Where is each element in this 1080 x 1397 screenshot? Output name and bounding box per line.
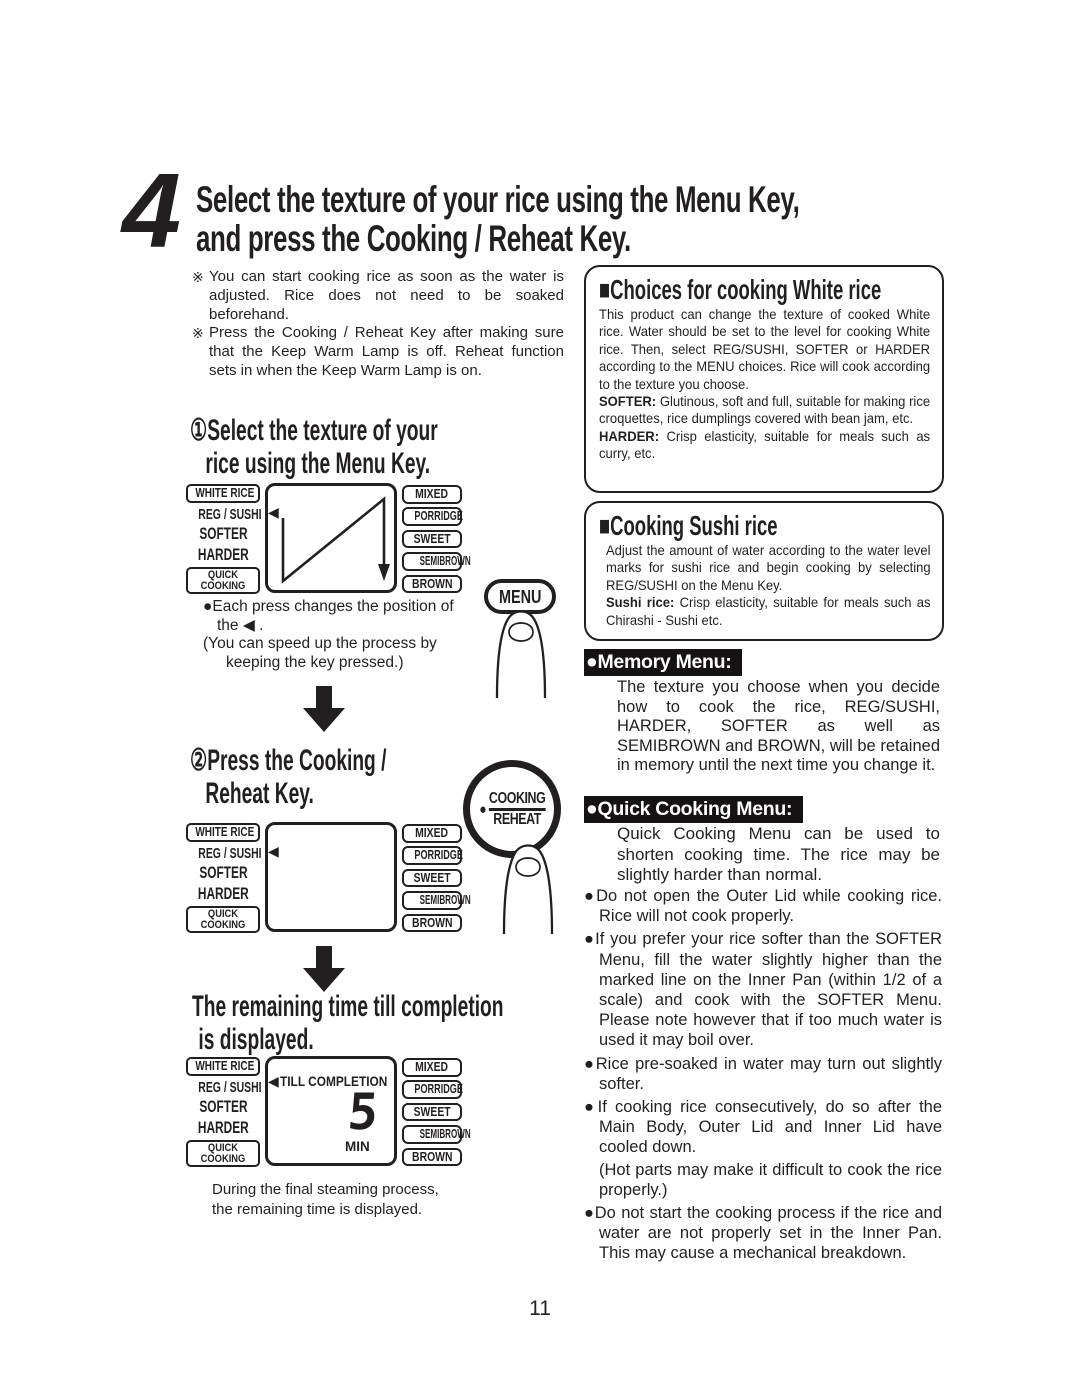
label-softer: SOFTER: [198, 525, 248, 543]
label-sweet: SWEET: [402, 869, 462, 888]
bullet-item: ●Do not open the Outer Lid while cooking rice. Rice will not cook properly.: [584, 887, 943, 926]
notes-list: [192, 268, 564, 381]
label-harder: HARDER: [197, 545, 249, 564]
step1-note-line-4: keeping the key pressed.): [226, 653, 404, 671]
menu-key-button: MENU: [484, 579, 556, 614]
step2-heading-line-2: Reheat Key.: [205, 777, 314, 810]
white-rice-box-title: ■Choices for cooking White rice: [599, 274, 882, 305]
page-title: [196, 180, 799, 258]
page-title-line-1: Select the texture of your rice using the Menu Key,: [196, 179, 800, 220]
step1-heading-line-2: rice using the Menu Key.: [205, 447, 431, 480]
display-panel-2: [186, 822, 471, 934]
till-completion-label: TILL COMPLETION: [280, 1074, 388, 1089]
bullet-icon: ●: [584, 887, 597, 905]
label-porridge: PORRIDGE: [402, 1080, 462, 1099]
label-reg-sushi: REG / SUSHI: [198, 506, 262, 523]
bullet-item: ●Do not start the cooking process if the rice and water are not properly set in the Inner Pan. This may cause a mechanical breakdown.: [584, 1204, 943, 1263]
step3-heading: [192, 990, 504, 1056]
page-number: 11: [529, 1297, 551, 1320]
label-harder: HARDER: [197, 1118, 249, 1137]
lcd-display-3: [265, 1056, 397, 1166]
remaining-minutes-value: 5: [345, 1083, 381, 1141]
sushi-box: [584, 501, 944, 641]
step3-caption-line-2: the remaining time is displayed.: [212, 1201, 423, 1218]
cursor-left-triangle-icon: ◀: [268, 1073, 279, 1089]
key-dot-icon: ●: [478, 800, 487, 818]
sushi-paragraph: Adjust the amount of water according to the water level marks for sushi rice and begin cooking by selecting REG/SUSHI on the Menu Key.: [606, 542, 931, 593]
label-brown: BROWN: [402, 575, 462, 594]
label-reg-sushi: REG / SUSHI: [198, 845, 262, 862]
label-quick-cooking: QUICK COOKING: [186, 1140, 260, 1167]
quick-cooking-menu-body: Quick Cooking Menu can be used to shorten cooking time. The rice may be slightly harder than normal.: [617, 824, 940, 885]
display-panel-3: [186, 1056, 471, 1168]
menu-right-labels: [402, 822, 471, 934]
step3-caption-line-1: During the final steaming process,: [212, 1181, 439, 1198]
sushi-lead: Sushi rice:: [606, 594, 675, 611]
cursor-left-triangle-icon: ◀: [268, 843, 279, 859]
min-unit-label: MIN: [345, 1139, 370, 1154]
label-semibrown: SEMIBROWN: [402, 891, 462, 910]
bullet-item: ●If cooking rice consecutively, do so after the Main Body, Outer Lid and Inner Lid have cooled down.: [584, 1098, 943, 1157]
step1-note-line-1: ●Each press changes the position of: [203, 598, 454, 615]
label-harder: HARDER: [197, 884, 249, 903]
menu-left-labels: [186, 822, 260, 934]
menu-cycle-arrow-icon: [274, 491, 394, 589]
note-text: Press the Cooking / Reheat Key after making sure that the Keep Warm Lamp is off. Reheat function sets in when the Keep Warm Lamp is on.: [209, 324, 564, 379]
label-softer: SOFTER: [198, 1098, 248, 1116]
menu-right-labels: [402, 1056, 471, 1168]
label-sweet: SWEET: [402, 530, 462, 549]
display-panel-1: [186, 483, 471, 595]
bullet-item: ●Rice pre-soaked in water may turn out slightly softer.: [584, 1054, 943, 1093]
label-white-rice: WHITE RICE: [186, 484, 260, 503]
step2-heading: [190, 744, 386, 810]
sushi-text: Crisp elasticity, suitable for meals such as Chirashi - Sushi etc.: [606, 594, 931, 628]
bullet-item: ●If you prefer your rice softer than the SOFTER Menu, fill the water slightly higher than the marked line on the Inner Pan (within 1/2 of a scale) and cook with the SOFTER Menu. Please note however that if too much water is used it may boil over.: [584, 930, 942, 1050]
step-number: 4: [122, 152, 177, 270]
menu-right-labels: [402, 483, 471, 595]
down-arrow-icon: [303, 686, 345, 732]
bullet-icon: ●: [584, 930, 596, 949]
white-rice-box: [584, 265, 944, 493]
label-mixed: MIXED: [402, 824, 462, 843]
note-item: [192, 324, 564, 380]
label-quick-cooking: QUICK COOKING: [186, 906, 260, 933]
label-sweet: SWEET: [402, 1103, 462, 1122]
note-item: [192, 268, 564, 324]
harder-lead: HARDER:: [599, 427, 660, 444]
label-semibrown: SEMIBROWN: [402, 552, 462, 571]
bullet-icon: ●: [584, 1098, 598, 1117]
memory-menu-body: The texture you choose when you decide how to cook the rice, REG/SUSHI, HARDER, SOFTER as well as SEMIBROWN and BROWN, will be retained in memory until the next time you change it.: [617, 678, 940, 775]
label-semibrown: SEMIBROWN: [402, 1125, 462, 1144]
finger-icon: [489, 606, 553, 698]
reference-mark-icon: ※: [192, 325, 204, 342]
bullet-sub-note: (Hot parts may make it difficult to cook the rice properly.): [599, 1160, 942, 1199]
quick-cooking-menu-label: ●Quick Cooking Menu:: [584, 796, 803, 823]
step1-heading: [190, 414, 438, 480]
right-bullet-list: [584, 886, 942, 1267]
white-rice-paragraph: This product can change the texture of cooked White rice. Water should be set to the level for cooking White rice. Then, select REG/SUSHI, SOFTER or HARDER according to the MENU choices. Rice will cook according to the texture you choose.: [599, 306, 931, 392]
step3-caption: [212, 1180, 439, 1220]
label-brown: BROWN: [402, 1148, 462, 1167]
step3-heading-line-2: is displayed.: [198, 1023, 314, 1056]
label-porridge: PORRIDGE: [402, 846, 462, 865]
step2-heading-line-1: ②Press the Cooking /: [190, 744, 387, 777]
menu-left-labels: [186, 483, 260, 595]
label-white-rice: WHITE RICE: [186, 1057, 260, 1076]
cursor-left-triangle-icon: ◀: [268, 504, 279, 520]
label-porridge: PORRIDGE: [402, 507, 462, 526]
label-softer: SOFTER: [198, 864, 248, 882]
bullet-icon: ●: [584, 1204, 595, 1223]
step3-heading-line-1: The remaining time till completion: [192, 990, 504, 1023]
sushi-box-body: [606, 542, 931, 629]
page-title-line-2: and press the Cooking / Reheat Key.: [196, 218, 631, 259]
label-quick-cooking: QUICK COOKING: [186, 567, 260, 594]
memory-menu-label: ●Memory Menu:: [584, 649, 742, 676]
white-rice-box-body: [599, 306, 930, 463]
bullet-icon: ●: [584, 1054, 596, 1073]
sushi-box-title: ■Cooking Sushi rice: [599, 510, 778, 541]
cooking-label: COOKING: [489, 790, 545, 811]
label-mixed: MIXED: [402, 1058, 462, 1077]
label-white-rice: WHITE RICE: [186, 823, 260, 842]
step1-heading-line-1: ①Select the texture of your: [190, 414, 438, 447]
label-mixed: MIXED: [402, 485, 462, 504]
reheat-label: REHEAT: [492, 811, 541, 828]
step1-note-line-2: the ◀ .: [217, 616, 264, 634]
softer-lead: SOFTER:: [599, 393, 657, 410]
finger-icon: [496, 840, 560, 934]
softer-text: Glutinous, soft and full, suitable for making rice croquettes, rice dumplings covered with bean jam, etc.: [599, 393, 931, 427]
lcd-display-2: [265, 822, 397, 932]
step1-note: [203, 598, 454, 672]
down-arrow-icon: [303, 946, 345, 992]
menu-left-labels: [186, 1056, 260, 1168]
harder-text: Crisp elasticity, suitable for meals such as curry, etc.: [599, 427, 931, 462]
lcd-display-1: [265, 483, 397, 593]
label-reg-sushi: REG / SUSHI: [198, 1079, 262, 1096]
step1-note-line-3: (You can speed up the process by: [203, 635, 437, 652]
reference-mark-icon: ※: [192, 269, 204, 285]
label-brown: BROWN: [402, 914, 462, 933]
note-text: You can start cooking rice as soon as the water is adjusted. Rice does not need to be soaked beforehand.: [209, 268, 564, 323]
